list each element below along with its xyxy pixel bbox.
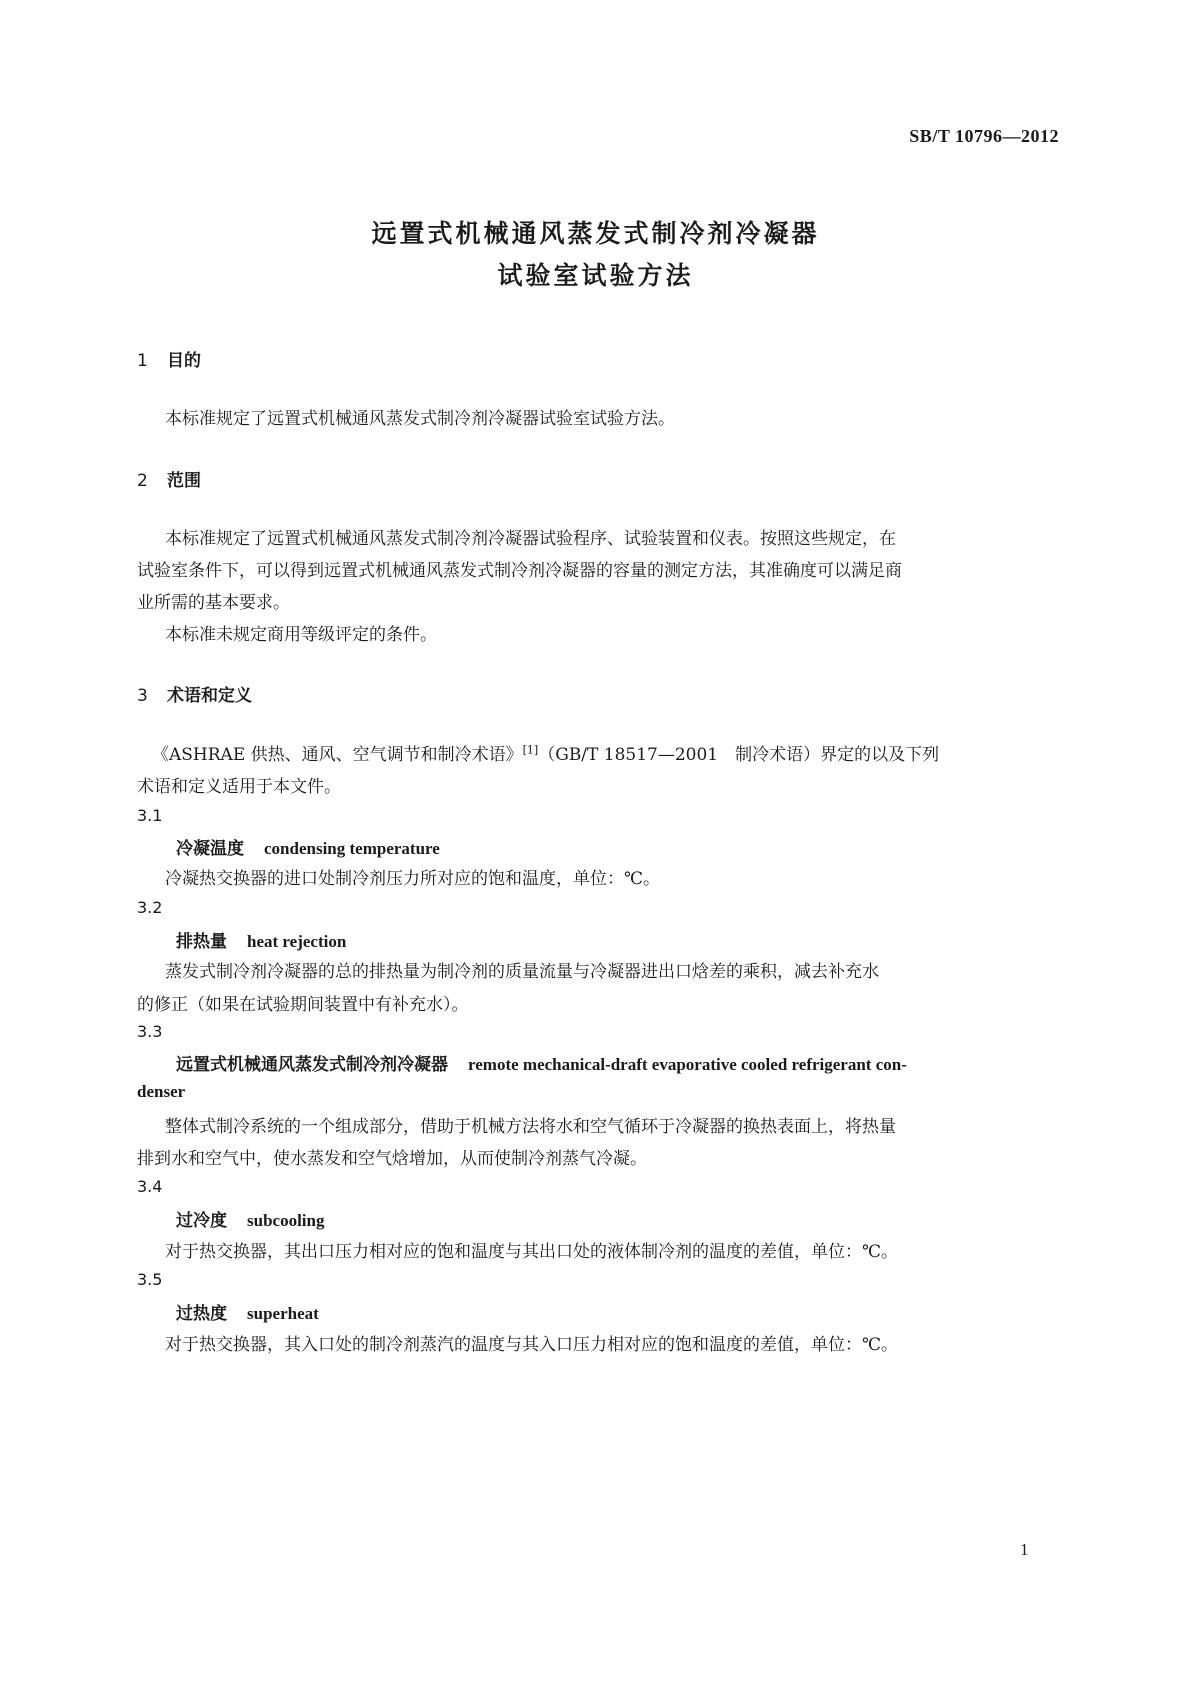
section-3-heading [137, 681, 252, 706]
standard-code: SB/T 10796—2012 [909, 126, 1059, 146]
term-definition: 整体式制冷系统的一个组成部分，借助于机械方法将水和空气循环于冷凝器的换热表面上，将热量 [165, 1117, 896, 1137]
term-chinese: 过冷度 [176, 1211, 227, 1231]
reference-marker: [1] [522, 743, 539, 757]
section-number: 2 [137, 471, 148, 491]
section-3-intro-line [152, 740, 939, 765]
section-3-intro-line: 术语和定义适用于本文件。 [137, 777, 341, 797]
term-chinese: 远置式机械通风蒸发式制冷剂冷凝器 [176, 1055, 448, 1075]
term-heading [176, 927, 346, 952]
term-definition: 排到水和空气中，使水蒸发和空气焓增加，从而使制冷剂蒸气冷凝。 [137, 1149, 647, 1169]
term-english-continued: denser [137, 1082, 186, 1101]
term-chinese: 冷凝温度 [176, 839, 244, 859]
term-heading [176, 1050, 907, 1075]
section-1-heading [137, 346, 201, 371]
term-heading [176, 1299, 319, 1324]
section-2-body-line: 业所需的基本要求。 [137, 593, 290, 613]
section-title: 术语和定义 [167, 686, 252, 706]
intro-text: （GB/T 18517—2001 制冷术语）界定的以及下列 [538, 745, 940, 765]
clause-number: 3.5 [137, 1270, 163, 1289]
term-english: superheat [247, 1304, 319, 1323]
term-definition: 对于热交换器，其入口处的制冷剂蒸汽的温度与其入口压力相对应的饱和温度的差值，单位：℃。 [165, 1335, 899, 1355]
section-2-body-line: 试验室条件下，可以得到远置式机械通风蒸发式制冷剂冷凝器的容量的测定方法，其准确度可以满足商 [137, 561, 902, 581]
section-number: 3 [137, 686, 148, 706]
term-english: remote mechanical-draft evaporative cooled refrigerant con- [468, 1055, 907, 1074]
section-1-body: 本标准规定了远置式机械通风蒸发式制冷剂冷凝器试验室试验方法。 [165, 409, 675, 429]
term-english: subcooling [247, 1211, 325, 1230]
term-definition: 对于热交换器，其出口压力相对应的饱和温度与其出口处的液体制冷剂的温度的差值，单位：℃。 [165, 1242, 899, 1262]
clause-number: 3.4 [137, 1177, 163, 1196]
term-english: condensing temperature [264, 839, 440, 858]
term-heading [176, 834, 440, 859]
document-title-line1: 远置式机械通风蒸发式制冷剂冷凝器 [371, 219, 820, 248]
term-chinese: 过热度 [176, 1304, 227, 1324]
term-chinese: 排热量 [176, 932, 227, 952]
section-2-heading [137, 466, 201, 491]
term-heading [176, 1206, 324, 1231]
section-number: 1 [137, 351, 148, 371]
section-title: 目的 [167, 351, 201, 371]
clause-number: 3.3 [137, 1022, 163, 1041]
section-2-body-line: 本标准未规定商用等级评定的条件。 [165, 625, 437, 645]
section-2-body-line: 本标准规定了远置式机械通风蒸发式制冷剂冷凝器试验程序、试验装置和仪表。按照这些规定，在 [165, 529, 896, 549]
intro-text: 《ASHRAE 供热、通风、空气调节和制冷术语》 [152, 745, 523, 765]
term-english: heat rejection [247, 932, 347, 951]
term-definition: 冷凝热交换器的进口处制冷剂压力所对应的饱和温度，单位：℃。 [165, 869, 661, 889]
term-definition: 的修正（如果在试验期间装置中有补充水）。 [137, 995, 469, 1015]
section-title: 范围 [167, 471, 201, 491]
term-definition: 蒸发式制冷剂冷凝器的总的排热量为制冷剂的质量流量与冷凝器进出口焓差的乘积，减去补充水 [165, 962, 879, 982]
document-title-line2: 试验室试验方法 [497, 261, 694, 290]
clause-number: 3.1 [137, 806, 163, 825]
page-number: 1 [1020, 1540, 1029, 1559]
clause-number: 3.2 [137, 898, 163, 917]
